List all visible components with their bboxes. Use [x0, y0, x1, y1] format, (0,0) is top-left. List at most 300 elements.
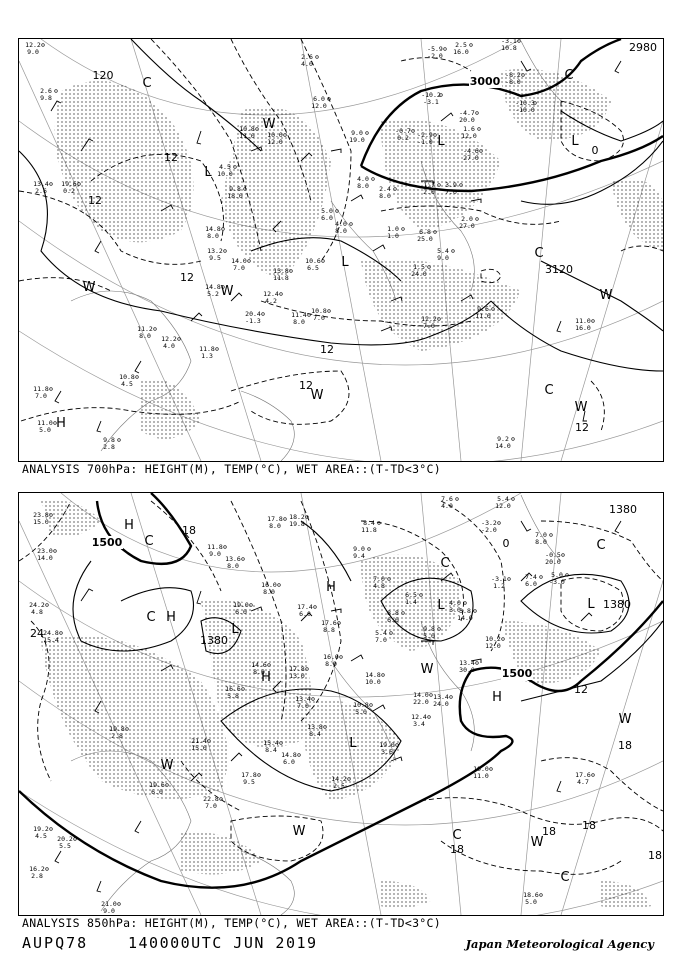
station-temp: 17.8 [241, 771, 257, 779]
contour-label: 12 [320, 343, 334, 356]
station-dewpoint-depression: 9.0 [27, 48, 39, 56]
contour-label: 120 [92, 69, 114, 82]
station-marker [512, 438, 515, 441]
station-dewpoint-depression: 8.0 [357, 182, 369, 190]
station-temp: 13.6 [225, 555, 241, 563]
station-dewpoint-depression: 5.0 [355, 708, 367, 716]
low-center: L [349, 736, 357, 751]
station-temp: 14.8 [205, 283, 221, 291]
station-temp: 9.0 [353, 545, 365, 553]
station-temp: 4.0 [449, 599, 461, 607]
station-marker [284, 518, 287, 521]
station-dewpoint-depression: 2.6 [35, 187, 47, 195]
contour-label: 12 [88, 194, 102, 207]
station-dewpoint-depression: 10.0 [365, 678, 381, 686]
station-temp: 19.0 [233, 601, 249, 609]
station-dewpoint-depression: 4.7 [577, 778, 589, 786]
station-marker [46, 868, 49, 871]
warm-center: W [310, 388, 324, 403]
station-temp: 13.2 [207, 247, 223, 255]
station-temp: 12.2 [421, 315, 437, 323]
station-temp: 11.8 [207, 543, 223, 551]
station-temp: 14.6 [251, 661, 267, 669]
station-marker [512, 498, 515, 501]
cold-center: C [534, 246, 544, 261]
station-temp: 1.5 [413, 263, 425, 271]
station-dewpoint-depression: 13.0 [289, 672, 305, 680]
station-temp: 13.4 [459, 659, 475, 667]
cold-center: C [144, 534, 154, 549]
station-marker [60, 632, 63, 635]
station-temp: 9.8 [229, 185, 241, 193]
station-marker [498, 522, 501, 525]
station-dewpoint-depression: 19.0 [349, 136, 365, 144]
station-dewpoint-depression: 20.0 [545, 558, 561, 566]
station-marker [540, 576, 543, 579]
station-marker [550, 534, 553, 537]
station-temp: 10.8 [311, 307, 327, 315]
station-dewpoint-depression: 7.0 [205, 802, 217, 810]
station-temp: -2.9 [417, 131, 433, 139]
station-dewpoint-depression: 5.0 [423, 632, 435, 640]
station-temp: 18.2 [289, 513, 305, 521]
contour-label: 12 [299, 379, 313, 392]
station-temp: -3.2 [481, 519, 497, 527]
cold-center: C [452, 828, 462, 843]
station-dewpoint-depression: 5.5 [59, 842, 71, 850]
map-panel-850hpa [18, 492, 664, 916]
station-marker [402, 228, 405, 231]
station-temp: 5.4 [437, 247, 449, 255]
station-temp: 16.0 [323, 653, 339, 661]
station-temp: 6.0 [313, 95, 325, 103]
station-dewpoint-depression: 2.8 [31, 872, 43, 880]
station-temp: 15.4 [263, 739, 279, 747]
station-temp: 11.0 [37, 419, 53, 427]
station-marker [540, 894, 543, 897]
station-marker [316, 56, 319, 59]
station-dewpoint-depression: 8.0 [227, 562, 239, 570]
station-dewpoint-depression: 3.6 [381, 748, 393, 756]
station-dewpoint-depression: 8.0 [207, 232, 219, 240]
station-dewpoint-depression: -2.0 [427, 52, 443, 60]
station-dewpoint-depression: 22.0 [413, 698, 429, 706]
station-dewpoint-depression: 6.0 [525, 580, 537, 588]
station-temp: 9.2 [497, 435, 509, 443]
contour-label: 18 [648, 849, 662, 862]
station-dewpoint-depression: 1.4 [405, 598, 417, 606]
station-marker [338, 622, 341, 625]
station-dewpoint-depression: 4.0 [441, 502, 453, 510]
station-temp: 19.0 [379, 741, 395, 749]
contour-label: 18 [182, 524, 196, 537]
warm-center: W [292, 824, 306, 839]
station-marker [372, 178, 375, 181]
station-dewpoint-depression: 7.0 [297, 702, 309, 710]
station-dewpoint-depression: 11.8 [273, 274, 289, 282]
station-marker [278, 584, 281, 587]
station-dewpoint-depression: 30.0 [459, 666, 475, 674]
station-dewpoint-depression: 9.5 [209, 254, 221, 262]
station-marker [298, 754, 301, 757]
station-dewpoint-depression: 11.8 [361, 526, 377, 534]
contour-label: 12 [180, 271, 194, 284]
station-dewpoint-depression: 4.0 [301, 60, 313, 68]
station-dewpoint-depression: 15.0 [33, 518, 49, 526]
station-dewpoint-depression: 2.8 [111, 732, 123, 740]
station-temp: 11.2 [137, 325, 153, 333]
station-dewpoint-depression: 4.5 [35, 832, 47, 840]
station-dewpoint-depression: -1.0 [417, 138, 433, 146]
station-marker [54, 550, 57, 553]
station-temp: 13.4 [433, 693, 449, 701]
station-dewpoint-depression: 15.4 [43, 636, 59, 644]
station-temp: 2.5 [455, 41, 467, 49]
station-marker [42, 44, 45, 47]
station-dewpoint-depression: 11.0 [239, 132, 255, 140]
station-temp: -10.2 [421, 91, 441, 99]
station-marker [280, 293, 283, 296]
station-marker [46, 604, 49, 607]
station-dewpoint-depression: 5.2 [207, 290, 219, 298]
station-dewpoint-depression: 16.0 [575, 324, 591, 332]
station-dewpoint-depression: 4.8 [31, 608, 43, 616]
station-temp: 7.0 [373, 575, 385, 583]
station-dewpoint-depression: 4.8 [373, 582, 385, 590]
station-dewpoint-depression: 4.2 [265, 297, 277, 305]
station-dewpoint-depression: -10.0 [515, 106, 535, 114]
warm-center: W [599, 288, 613, 303]
station-marker [562, 554, 565, 557]
station-dewpoint-depression: 8.0 [325, 660, 337, 668]
station-temp: 19.6 [61, 180, 77, 188]
low-center: L [437, 598, 445, 613]
station-dewpoint-depression: 9.0 [103, 907, 115, 915]
station-marker [430, 694, 433, 697]
contour-label: 12 [575, 421, 589, 434]
station-temp: 11.4 [291, 311, 307, 319]
contour-label: 18 [542, 825, 556, 838]
station-dewpoint-depression: 1.0 [387, 232, 399, 240]
station-temp: 2.6 [40, 87, 52, 95]
station-dewpoint-depression: 12.0 [461, 132, 477, 140]
high-center: H [166, 610, 176, 625]
station-marker [470, 44, 473, 47]
station-temp: 4.0 [357, 175, 369, 183]
station-dewpoint-depression: 19.8 [289, 520, 305, 528]
station-marker [490, 768, 493, 771]
station-dewpoint-depression: 5.0 [525, 898, 537, 906]
station-marker [444, 48, 447, 51]
station-dewpoint-depression: 5.0 [39, 426, 51, 434]
station-dewpoint-depression: 24.0 [433, 700, 449, 708]
station-marker [322, 260, 325, 263]
station-temp: 11.8 [199, 345, 215, 353]
station-temp: 13.8 [273, 267, 289, 275]
station-temp: 17.6 [575, 771, 591, 779]
station-temp: 10.6 [305, 257, 321, 265]
station-temp: 10.0 [267, 131, 283, 139]
station-temp: 8.8 [387, 609, 399, 617]
station-dewpoint-depression: 2.5 [333, 782, 345, 790]
station-dewpoint-depression: 5.8 [227, 692, 239, 700]
station-dewpoint-depression: 6.0 [151, 788, 163, 796]
station-dewpoint-depression: 27.0 [459, 222, 475, 230]
station-dewpoint-depression: 25.0 [417, 235, 433, 243]
station-temp: 6.8 [419, 228, 431, 236]
station-temp: 22.8 [203, 795, 219, 803]
contour-label: 12 [164, 151, 178, 164]
station-dewpoint-depression: 7.0 [375, 636, 387, 644]
station-marker [340, 656, 343, 659]
station-temp: 13.8 [307, 723, 323, 731]
station-temp: 5.4 [375, 629, 387, 637]
station-dewpoint-depression: 6.0 [387, 616, 399, 624]
station-temp: 14.8 [281, 751, 297, 759]
warm-center: W [82, 280, 96, 295]
station-temp: 12.2 [25, 41, 41, 49]
contour-label: 3000 [469, 75, 501, 88]
station-temp: 5.0 [321, 207, 333, 215]
low-center: L [204, 165, 212, 180]
station-temp: 16.0 [261, 581, 277, 589]
station-marker [50, 828, 53, 831]
cold-center: C [560, 870, 570, 885]
valid-time: 140000UTC JUN 2019 [128, 934, 318, 952]
station-temp: 1.6 [463, 125, 475, 133]
station-temp: -0.7 [395, 127, 411, 135]
cold-center: C [146, 610, 156, 625]
station-temp: 4.0 [335, 220, 347, 228]
station-dewpoint-depression: 12.0 [267, 138, 283, 146]
station-dewpoint-depression: 9.0 [437, 254, 449, 262]
station-dewpoint-depression: 11.0 [473, 772, 489, 780]
contour-label: 12 [574, 683, 588, 696]
station-temp: 11.8 [33, 385, 49, 393]
station-dewpoint-depression: 6.0 [321, 214, 333, 222]
station-temp: 7.0 [535, 531, 547, 539]
station-dewpoint-depression: 12.0 [495, 502, 511, 510]
contour-label: 18 [450, 843, 464, 856]
station-marker [178, 338, 181, 341]
station-temp: -0.5 [545, 551, 561, 559]
high-center: H [261, 670, 271, 685]
station-temp: 16.2 [29, 865, 45, 873]
station-marker [118, 903, 121, 906]
station-dewpoint-depression: 12.0 [485, 642, 501, 650]
station-marker [434, 231, 437, 234]
station-temp: 1.7 [423, 181, 435, 189]
station-temp: -3.1 [501, 39, 517, 45]
station-dewpoint-depression: 8.0 [269, 522, 281, 530]
station-temp: 19.2 [33, 825, 49, 833]
station-dewpoint-depression: 8.0 [335, 227, 347, 235]
station-marker [474, 610, 477, 613]
station-dewpoint-depression: 16.0 [453, 48, 469, 56]
station-temp: 13.4 [295, 695, 311, 703]
station-temp: 10.2 [485, 635, 501, 643]
station-marker [464, 602, 467, 605]
station-dewpoint-depression: 9.4 [353, 552, 365, 560]
cold-center: C [544, 383, 554, 398]
warm-center: W [618, 712, 632, 727]
station-marker [328, 310, 331, 313]
station-marker [476, 662, 479, 665]
station-marker [222, 228, 225, 231]
station-temp: 17.4 [297, 603, 313, 611]
station-temp: 17.6 [321, 619, 337, 627]
station-dewpoint-depression: 20.0 [459, 116, 475, 124]
station-temp: 7.6 [441, 495, 453, 503]
station-marker [476, 112, 479, 115]
station-dewpoint-depression: -3.0 [549, 578, 565, 586]
station-temp: 16.6 [225, 685, 241, 693]
station-marker [55, 90, 58, 93]
station-temp: -4.7 [459, 109, 475, 117]
station-temp: 14.2 [331, 775, 347, 783]
contour-label: 18 [582, 819, 596, 832]
station-temp: -4.6 [463, 147, 479, 155]
station-marker [478, 128, 481, 131]
station-dewpoint-depression: 7.0 [233, 264, 245, 272]
station-marker [50, 388, 53, 391]
station-dewpoint-depression: 7.0 [313, 314, 325, 322]
station-dewpoint-depression: 14.0 [457, 614, 473, 622]
station-marker [366, 132, 369, 135]
station-temp: -8.2 [505, 71, 521, 79]
station-temp: 2.0 [461, 215, 473, 223]
station-dewpoint-depression: 2.0 [423, 188, 435, 196]
station-temp: 3.8 [459, 607, 471, 615]
cold-center: C [142, 76, 152, 91]
station-marker [216, 348, 219, 351]
station-dewpoint-depression: 24.0 [411, 270, 427, 278]
station-temp: 7.4 [525, 573, 537, 581]
station-temp: 4.5 [219, 163, 231, 171]
station-marker [50, 183, 53, 186]
station-temp: 10.8 [239, 125, 255, 133]
warm-center: W [420, 662, 434, 677]
cold-center: C [596, 538, 606, 553]
map-panel-700hpa [18, 38, 664, 462]
station-dewpoint-depression: 3.4 [413, 720, 425, 728]
contour-label: 3120 [545, 263, 573, 276]
station-dewpoint-depression: 0.2 [63, 187, 75, 195]
station-dewpoint-depression: 2.8 [103, 443, 115, 451]
station-temp: 5.0 [551, 571, 563, 579]
station-dewpoint-depression: 8.4 [309, 730, 321, 738]
station-temp: 12.2 [161, 335, 177, 343]
contour-label: 0 [502, 537, 510, 550]
station-dewpoint-depression: 7.0 [445, 188, 457, 196]
station-temp: 3.9 [445, 181, 457, 189]
station-dewpoint-depression: 8.0 [379, 192, 391, 200]
station-temp: -3.1 [491, 575, 507, 583]
station-temp: 23.8 [33, 511, 49, 519]
station-dewpoint-depression: 15.0 [191, 744, 207, 752]
station-temp: 9.6 [477, 305, 489, 313]
station-dewpoint-depression: 1.2 [493, 582, 505, 590]
station-dewpoint-depression: 9.0 [209, 550, 221, 558]
station-dewpoint-depression: 7.0 [423, 322, 435, 330]
station-temp: 11.0 [575, 317, 591, 325]
station-temp: 12.4 [263, 290, 279, 298]
low-center: L [571, 134, 579, 149]
station-temp: 9.8 [423, 625, 435, 633]
contour-label: 18 [618, 739, 632, 752]
low-center: L [587, 597, 595, 612]
station-dewpoint-depression: 12.0 [311, 102, 327, 110]
station-dewpoint-depression: 7.0 [35, 392, 47, 400]
station-temp: 20.2 [57, 835, 73, 843]
contour-label: 1500 [91, 536, 123, 549]
station-marker [592, 774, 595, 777]
contour-label: 24 [30, 627, 44, 640]
station-temp: 24.8 [43, 629, 59, 637]
station-dewpoint-depression: 0.2 [397, 134, 409, 142]
station-marker [118, 439, 121, 442]
station-marker [452, 250, 455, 253]
station-temp: 14.0 [413, 691, 429, 699]
station-marker [224, 546, 227, 549]
station-temp: 9.8 [103, 436, 115, 444]
station-temp: 14.8 [365, 671, 381, 679]
high-center: H [56, 416, 66, 431]
station-temp: 19.8 [109, 725, 125, 733]
station-marker [476, 218, 479, 221]
station-marker [262, 313, 265, 316]
station-temp: 18.6 [523, 891, 539, 899]
station-marker [592, 320, 595, 323]
station-temp: -5.9 [427, 45, 443, 53]
station-marker [242, 558, 245, 561]
caption-850hpa: ANALYSIS 850hPa: HEIGHT(M), TEMP(°C), WET AREA::(T-TD<3°C) [22, 916, 441, 930]
station-dewpoint-depression: 4.0 [163, 342, 175, 350]
station-marker [258, 774, 261, 777]
station-dewpoint-depression: -3.1 [423, 98, 439, 106]
station-dewpoint-depression: 8.0 [139, 332, 151, 340]
cold-center: C [440, 556, 450, 571]
high-center: H [492, 690, 502, 705]
station-marker [290, 270, 293, 273]
station-dewpoint-depression: 10.0 [217, 170, 233, 178]
station-dewpoint-depression: 1.3 [201, 352, 213, 360]
station-dewpoint-depression: 4.5 [121, 380, 133, 388]
station-marker [502, 638, 505, 641]
warm-center: W [574, 400, 588, 415]
station-dewpoint-depression: -2.0 [481, 526, 497, 534]
station-temp: 23.0 [37, 547, 53, 555]
station-temp: 14.0 [231, 257, 247, 265]
station-temp: 24.2 [29, 601, 45, 609]
station-marker [368, 548, 371, 551]
station-temp: 13.4 [33, 180, 49, 188]
station-dewpoint-depression: 14.0 [37, 554, 53, 562]
station-temp: 8.4 [363, 519, 375, 527]
station-dewpoint-depression: -1.3 [245, 317, 261, 325]
station-marker [224, 250, 227, 253]
station-dewpoint-depression: 27.0 [463, 154, 479, 162]
station-temp: 17.8 [289, 665, 305, 673]
station-dewpoint-depression: 8.0 [293, 318, 305, 326]
station-temp: 14.8 [205, 225, 221, 233]
map-850hpa [19, 493, 663, 915]
station-marker [428, 716, 431, 719]
caption-700hpa: ANALYSIS 700hPa: HEIGHT(M), TEMP(°C), WET AREA::(T-TD<3°C) [22, 462, 441, 476]
low-center: L [231, 622, 239, 637]
contour-label: 1380 [200, 634, 228, 647]
contour-label: 0 [591, 144, 599, 157]
